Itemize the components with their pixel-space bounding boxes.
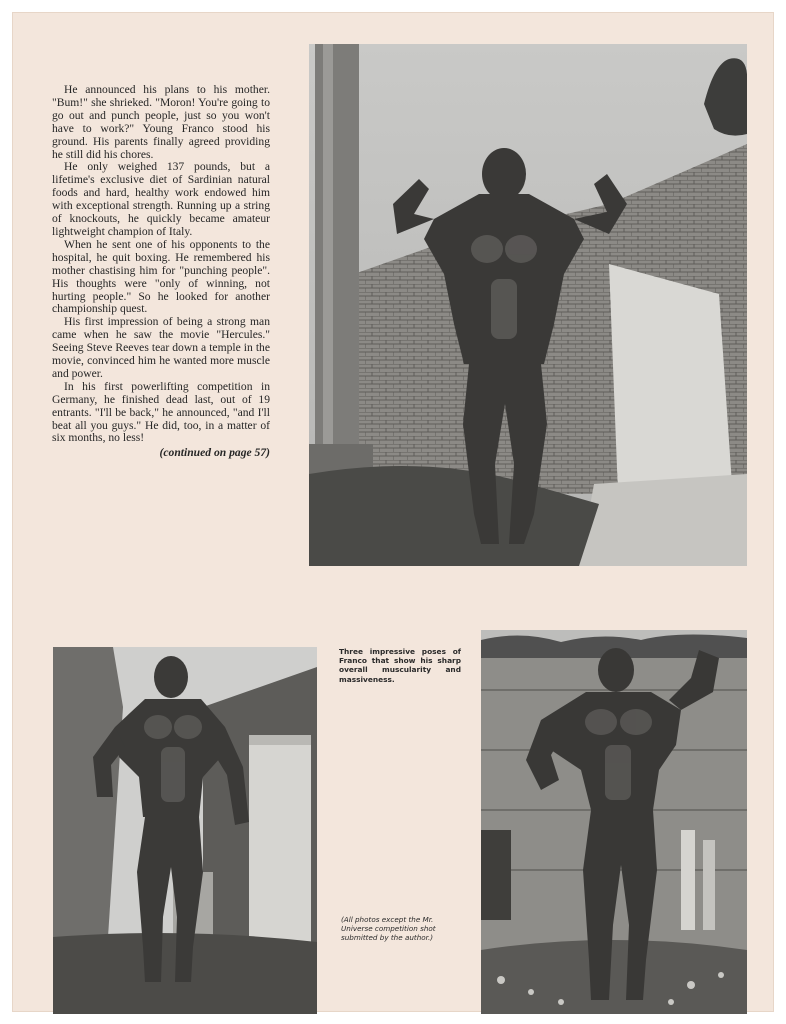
paragraph-5: In his first powerlifting competition in Germany, he finished dead last, out of 19 entrants. "I'll be back," he announced, "and I'll beat all you guys." He did, too, in a matter of six months, no less!	[52, 379, 270, 445]
double-biceps-pose-illustration	[309, 44, 747, 566]
paragraph-4: His first impression of being a strong man came when he saw the movie "Hercules." Seeing Steve Reeves tear down a temple in the movie, convinced him he wanted more muscle and power.	[52, 315, 270, 380]
paragraph-3: When he sent one of his opponents to the hospital, he quit boxing. He remembered his mother chastising him for "punching people". His thoughts were "only of winning, not hurting people." So he looked for another championship quest.	[52, 237, 270, 316]
paragraph-1: He announced his plans to his mother. "Bum!" she shrieked. "Moron! You're going to go out and punch people, just so you won't have to work?" Young Franco stood his ground. His parents finally agreed providing he still did his chores.	[52, 83, 270, 161]
double-biceps-pose-photo	[309, 44, 747, 566]
paragraph-2: He only weighed 137 pounds, but a lifetime's exclusive diet of Sardinian natural foods and hard, healthy work endowed him with exceptional strength. Running up a string of knockouts, he quickly became amateur lightweight champion of Italy.	[52, 160, 270, 238]
front-pose-photo	[53, 647, 317, 1014]
photo-caption: Three impressive poses of Franco that show his sharp overall muscularity and massiveness.	[339, 647, 461, 684]
arm-flex-pose-illustration	[481, 630, 747, 1014]
photo-credit: (All photos except the Mr. Universe competition shot submitted by the author.)	[341, 915, 436, 942]
arm-flex-pose-photo	[481, 630, 747, 1014]
front-pose-illustration	[53, 647, 317, 1014]
article-body	[52, 84, 270, 460]
continued-note: (continued on page 57)	[159, 446, 270, 460]
